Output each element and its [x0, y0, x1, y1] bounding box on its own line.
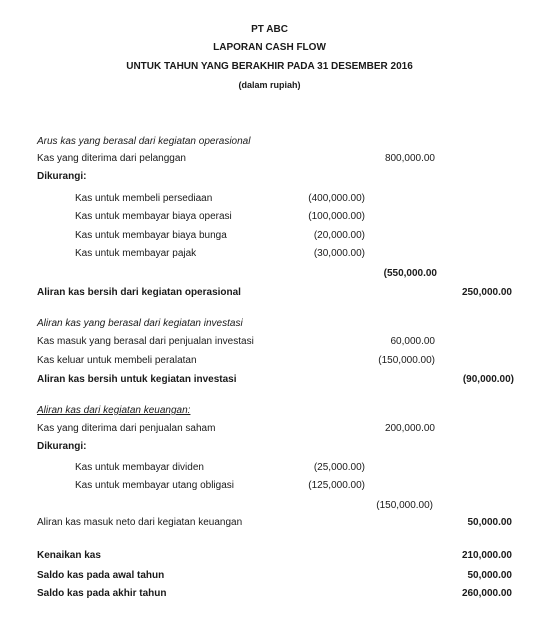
summary-value: 210,000.00	[461, 550, 512, 561]
row-label: Kas yang diterima dari pelanggan	[37, 153, 186, 164]
row-label: Dikurangi:	[37, 441, 87, 452]
row-label: Kas untuk membayar utang obligasi	[75, 480, 234, 491]
currency-unit: (dalam rupiah)	[238, 80, 301, 90]
row-label: Kas untuk membayar pajak	[75, 248, 197, 259]
summary-label: Saldo kas pada awal tahun	[37, 570, 165, 581]
row-value: (150,000.00)	[378, 355, 435, 366]
summary-label: Saldo kas pada akhir tahun	[37, 588, 167, 599]
company-name: PT ABC	[251, 24, 288, 35]
row-label: Kas masuk yang berasal dari penjualan investasi	[37, 336, 254, 347]
summary-label: Kenaikan kas	[37, 550, 101, 561]
row-label: Dikurangi:	[37, 171, 87, 182]
row-value: (150,000.00)	[376, 500, 433, 511]
row-value: (20,000.00)	[313, 230, 365, 241]
report-period: UNTUK TAHUN YANG BERAKHIR PADA 31 DESEMBER 2016	[126, 61, 413, 72]
summary-value: 260,000.00	[461, 588, 512, 599]
total-value: 50,000.00	[467, 517, 512, 528]
row-label: Kas untuk membeli persediaan	[75, 193, 213, 204]
row-value: (550,000.00	[383, 268, 437, 279]
section-title-operasional: Arus kas yang berasal dari kegiatan operasional	[37, 136, 251, 147]
total-label: Aliran kas masuk neto dari kegiatan keuangan	[37, 517, 243, 528]
row-label: Kas untuk membayar biaya bunga	[75, 230, 227, 241]
row-value: (100,000.00)	[308, 211, 365, 222]
row-value: 200,000.00	[384, 423, 435, 434]
row-value: 800,000.00	[384, 153, 435, 164]
report-title: LAPORAN CASH FLOW	[213, 42, 326, 53]
row-value: (25,000.00)	[313, 462, 365, 473]
row-label: Kas keluar untuk membeli peralatan	[37, 355, 197, 366]
row-label: Kas untuk membayar biaya operasi	[75, 211, 232, 222]
total-value: (90,000.00)	[462, 374, 514, 385]
total-value: 250,000.00	[461, 287, 512, 298]
section-title-keuangan: Aliran kas dari kegiatan keuangan:	[37, 405, 191, 416]
total-label: Aliran kas bersih untuk kegiatan investasi	[37, 374, 237, 385]
row-label: Kas yang diterima dari penjualan saham	[37, 423, 216, 434]
row-label: Kas untuk membayar dividen	[75, 462, 204, 473]
row-value: (400,000.00)	[308, 193, 365, 204]
section-title-investasi: Aliran kas yang berasal dari kegiatan investasi	[37, 318, 243, 329]
total-label: Aliran kas bersih dari kegiatan operasional	[37, 287, 241, 298]
row-value: (125,000.00)	[308, 480, 365, 491]
summary-value: 50,000.00	[467, 570, 512, 581]
row-value: (30,000.00)	[313, 248, 365, 259]
row-value: 60,000.00	[390, 336, 435, 347]
